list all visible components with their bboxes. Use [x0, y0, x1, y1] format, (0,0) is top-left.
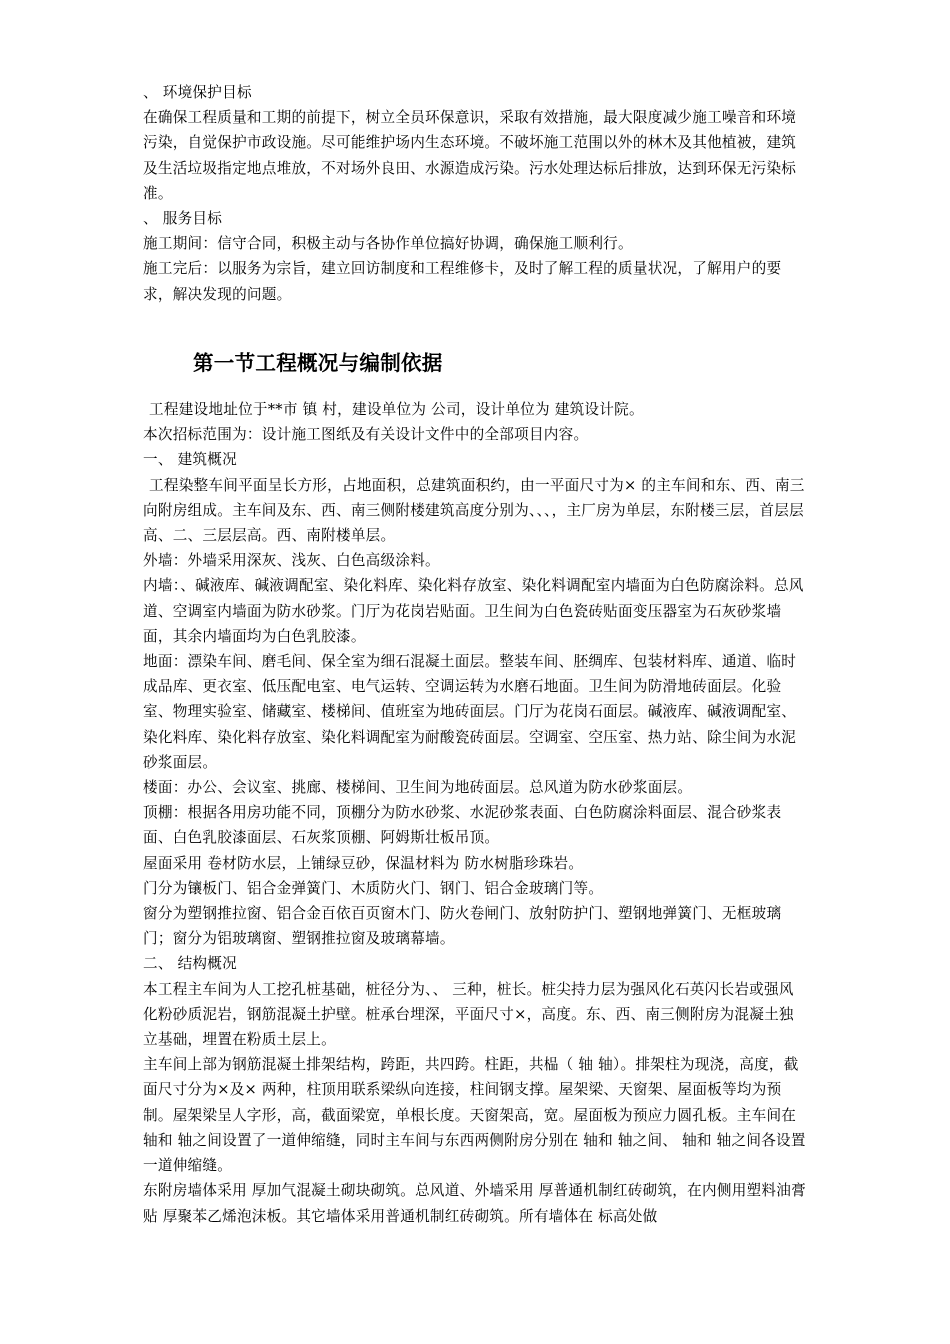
section-heading: 第一节工程概况与编制依据	[193, 351, 443, 375]
paragraph-doors: 门分为镶板门、铝合金弹簧门、木质防火门、钢门、铝合金玻璃门等。	[143, 879, 604, 897]
paragraph-project-location: 工程建设地址位于**市 镇 村，建设单位为 公司，设计单位为 建筑设计院。	[149, 401, 644, 418]
paragraph-service-after: 施工完后：以服务为宗旨，建立回访制度和工程维修卡，及时了解工程的质量状况，了解用户的要求，解决发现的问题。	[143, 260, 782, 303]
paragraph-walls: 东附房墙体采用 厚加气混凝土砌块砌筑。总风道、外墙采用 厚普通机制红砖砌筑，在内侧用塑料油膏贴 厚聚苯乙烯泡沫板。其它墙体采用普通机制红砖砌筑。所有墙体在 标高处做	[143, 1182, 806, 1225]
top-text-block	[143, 80, 808, 307]
paragraph-foundation: 本工程主车间为人工挖孔桩基础，桩径分为、、 三种，桩长。桩尖持力层为强风化石英闪长岩或强风化粉砂质泥岩，钢筋混凝土护壁。桩承台埋深，平面尺寸×，高度。东、西、南三侧附房为混凝土独立基础，埋置在粉质土层上。	[143, 980, 794, 1049]
paragraph-ceiling: 顶棚：根据各用房功能不同，顶棚分为防水砂浆、水泥砂浆表面、白色防腐涂料面层、混合砂浆表面、白色乳胶漆面层、石灰浆顶棚、阿姆斯壮板吊顶。	[143, 804, 782, 847]
paragraph-roof: 屋面采用 卷材防水层，上铺绿豆砂，保温材料为 防水树脂珍珠岩。	[143, 854, 584, 872]
paragraph-superstructure: 主车间上部为钢筋混凝土排架结构，跨距，共四跨。柱距，共榀（ 轴 轴）。排架柱为现浇，高度，截面尺寸分为×及× 两种，柱顶用联系梁纵向连接，柱间钢支撑。屋架梁、天窗架、屋面板等均为预制。屋架梁呈人字形，高，截面梁宽，单根长度。天窗架高，宽。屋面板为预应力圆孔板。主车间在 轴和 轴之间设置了一道伸缩缝，同时主车间与东西两侧附房分别在 轴和 轴之间、 轴和 轴之间各设置一道伸缩缝。	[143, 1056, 806, 1175]
paragraph-upper-floor: 楼面：办公、会议室、挑廊、楼梯间、卫生间为地砖面层。总风道为防水砂浆面层。	[143, 779, 693, 797]
main-text-block	[143, 397, 808, 1229]
heading-structure-overview: 二、 结构概况	[143, 955, 237, 973]
paragraph-bid-scope: 本次招标范围为：设计施工图纸及有关设计文件中的全部项目内容。	[143, 426, 589, 444]
paragraph-exterior-wall: 外墙：外墙采用深灰、浅灰、白色高级涂料。	[143, 552, 440, 570]
paragraph-service-during: 施工期间：信守合同，积极主动与各协作单位搞好协调，确保施工顺利行。	[143, 235, 633, 253]
paragraph-floor: 地面：漂染车间、磨毛间、保全室为细石混凝土面层。整装车间、胚绸库、包装材料库、通道、临时成品库、更衣室、低压配电室、电气运转、空调运转为水磨石地面。卫生间为防滑地砖面层。化验室、物理实验室、储藏室、楼梯间、值班室为地砖面层。门厅为花岗石面层。碱液库、碱液调配室、染化料库、染化料存放室、染化料调配室为耐酸瓷砖面层。空调室、空压室、热力站、除尘间为水泥砂浆面层。	[143, 653, 797, 771]
paragraph-interior-wall: 内墙：、碱液库、碱液调配室、染化料库、染化料存放室、染化料调配室内墙面为白色防腐涂料。总风道、空调室内墙面为防水砂浆。门厅为花岗岩贴面。卫生间为白色瓷砖贴面变压器室为石灰砂浆墙面，其余内墙面均为白色乳胶漆。	[143, 577, 804, 645]
paragraph-environment-goal: 在确保工程质量和工期的前提下，树立全员环保意识，采取有效措施，最大限度减少施工噪音和环境污染，自觉保护市政设施。尽可能维护场内生态环境。不破坏施工范围以外的林木及其他植被，建筑及生活垃圾指定地点堆放，不对场外良田、水源造成污染。污水处理达标后排放，达到环保无污染标准。	[143, 109, 797, 202]
paragraph-windows: 窗分为塑钢推拉窗、铝合金百依百页窗木门、防火卷闸门、放射防护门、塑钢地弹簧门、无框玻璃门；窗分为铝玻璃窗、塑钢推拉窗及玻璃幕墙。	[143, 905, 782, 948]
heading-architecture-overview: 一、 建筑概况	[143, 451, 237, 469]
heading-environment-goal: 、 环境保护目标	[143, 84, 252, 101]
paragraph-building-description: 工程染整车间平面呈长方形，占地面积，总建筑面积约，由一平面尺寸为× 的主车间和东、西、南三向附房组成。主车间及东、西、南三侧附楼建筑高度分别为、、、，主厂房为单层，东附楼三层，首层层高、二、三层层高。西、南附楼单层。	[143, 476, 805, 545]
heading-service-goal: 、 服务目标	[143, 210, 223, 228]
